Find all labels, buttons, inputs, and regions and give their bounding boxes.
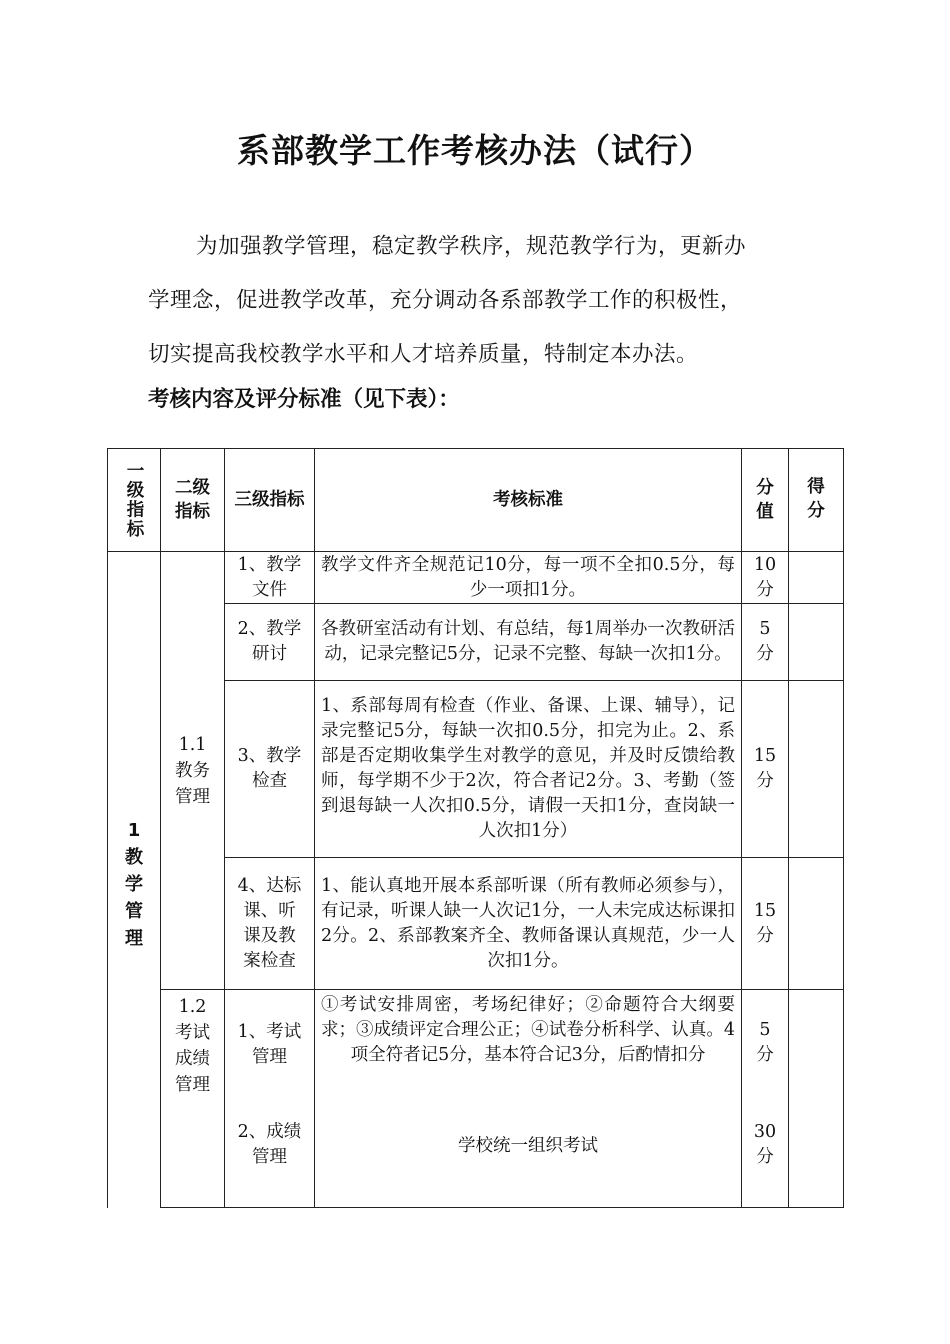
level3-cell: 3、教学 检查 [225,681,315,858]
level3-cell: 1、教学 文件 [225,552,315,604]
header-points: 分值 [742,449,789,552]
level3-cell: 1、考试 管理 [225,990,315,1108]
level2-cell-teaching-affairs: 1.1 教务 管理 [161,552,225,990]
header-level2: 二级指标 [161,449,225,552]
score-cell[interactable] [789,681,844,858]
table-row [108,552,844,604]
document-title: 系部教学工作考核办法（试行） [237,131,713,170]
section-subheading: 考核内容及评分标准（见下表）： [148,387,460,412]
header-criteria: 考核标准 [315,449,742,552]
header-score: 得分 [789,449,844,552]
level3-cell: 2、教学 研讨 [225,604,315,681]
score-cell[interactable] [789,990,844,1108]
points-cell: 15 分 [742,858,789,990]
points-cell: 5 分 [742,990,789,1108]
intro-line-1: 为加强教学管理，稳定教学秩序，规范教学行为，更新办 [196,234,747,259]
intro-line-2: 学理念，促进教学改革，充分调动各系部教学工作的积极性， [148,288,743,313]
table-row [108,990,844,1108]
points-cell: 30 分 [742,1108,789,1208]
level3-cell: 4、达标 课、听 课及教 案检查 [225,858,315,990]
level3-cell: 2、成绩 管理 [225,1108,315,1208]
score-cell[interactable] [789,1108,844,1208]
table-header-row [108,449,844,552]
assessment-table [107,448,844,1208]
criteria-cell: 各教研室活动有计划、有总结，每1周举办一次教研活动，记录完整记5分，记录不完整、每缺一次扣1分。 [315,604,742,681]
level2-cell-exam-grades: 1.2 考试 成绩 管理 [161,990,225,1208]
level1-cell: 1教学管理 [108,552,161,1208]
score-cell[interactable] [789,552,844,604]
criteria-cell: 1、系部每周有检查（作业、备课、上课、辅导），记录完整记5分，每缺一次扣0.5分，扣完为止。2、系部是否定期收集学生对教学的意见，并及时反馈给教师，每学期不少于2次，符合者记2分。3、考勤（签到退每缺一人次扣0.5分，请假一天扣1分，查岗缺一人次扣1分） [315,681,742,858]
intro-paragraph [148,220,818,382]
criteria-cell: 1、能认真地开展本系部听课（所有教师必须参与），有记录，听课人缺一人次记1分，一人未完成达标课扣2分。2、系部教案齐全、教师备课认真规范，少一人次扣1分。 [315,858,742,990]
header-level3: 三级指标 [225,449,315,552]
intro-line-3: 切实提高我校教学水平和人才培养质量，特制定本办法。 [148,342,699,367]
criteria-cell: ①考试安排周密，考场纪律好；②命题符合大纲要求；③成绩评定合理公正；④试卷分析科学、认真。4项全符者记5分，基本符合记3分，后酌情扣分 [315,990,742,1108]
score-cell[interactable] [789,858,844,990]
points-cell: 5 分 [742,604,789,681]
points-cell: 15 分 [742,681,789,858]
criteria-cell: 学校统一组织考试 [315,1108,742,1208]
points-cell: 10 分 [742,552,789,604]
score-cell[interactable] [789,604,844,681]
criteria-cell: 教学文件齐全规范记10分，每一项不全扣0.5分，每少一项扣1分。 [315,552,742,604]
header-level1: 一级指标 [108,449,161,552]
